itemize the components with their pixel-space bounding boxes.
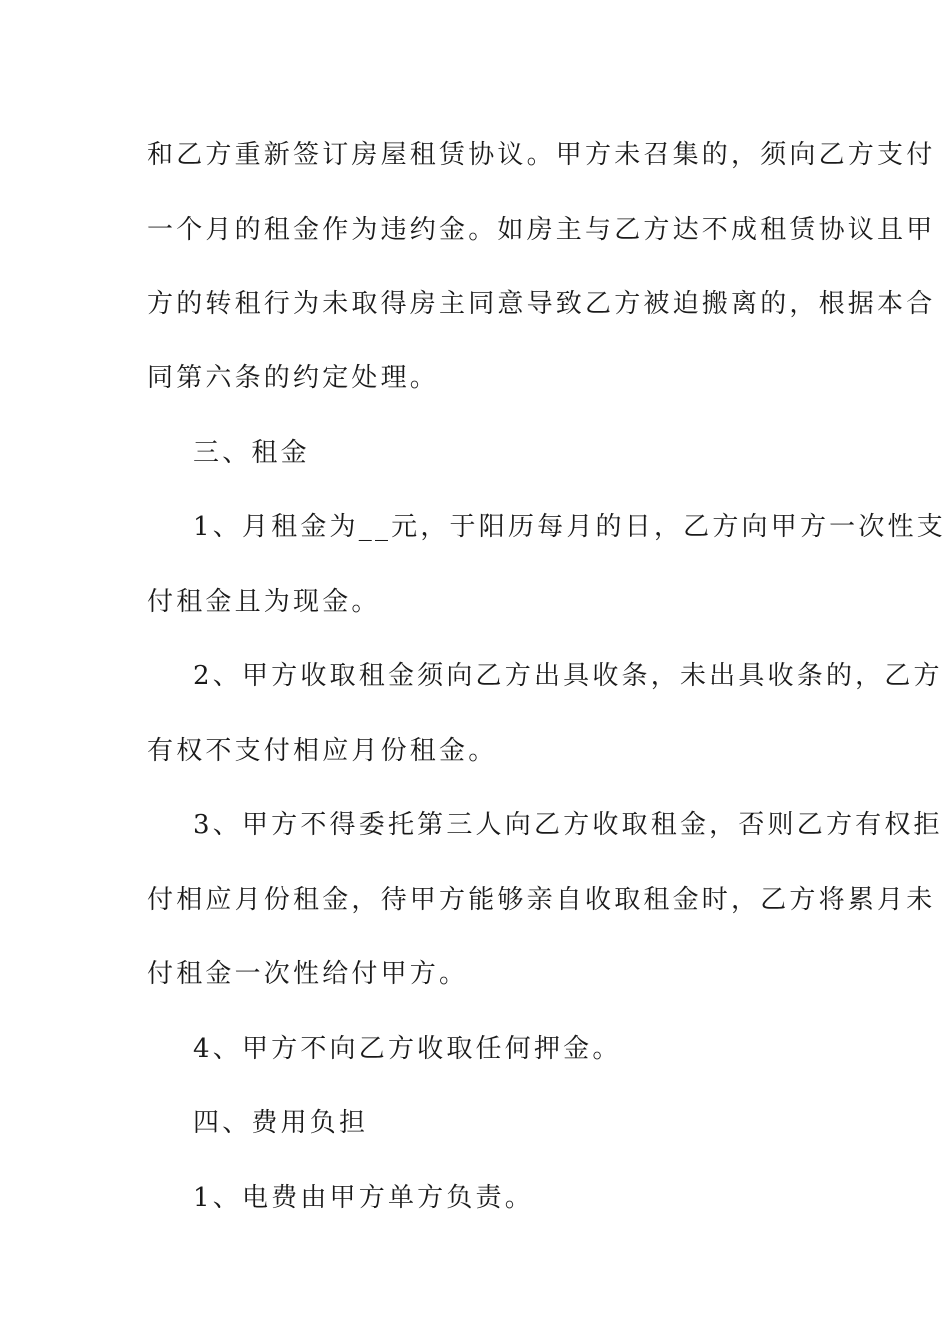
section-heading-fees: 四、费用负担 [193,1108,369,1138]
paragraph-line: 和乙方重新签订房屋租赁协议。甲方未召集的，须向乙方支付 [147,140,936,170]
paragraph-line: 付相应月份租金，待甲方能够亲自收取租金时，乙方将累月未 [147,885,936,915]
section-heading-rent: 三、租金 [193,438,310,468]
paragraph-line: 付租金一次性给付甲方。 [147,959,469,989]
paragraph-line: 方的转租行为未取得房主同意导致乙方被迫搬离的，根据本合 [147,289,936,319]
paragraph-line: 一个月的租金作为违约金。如房主与乙方达不成租赁协议且甲 [147,215,936,245]
paragraph-line: 有权不支付相应月份租金。 [147,736,498,766]
paragraph-line: 3、甲方不得委托第三人向乙方收取租金，否则乙方有权拒 [193,810,943,840]
paragraph-line: 付租金且为现金。 [147,587,381,617]
paragraph-line: 1、电费由甲方单方负责。 [193,1183,534,1213]
paragraph-line: 1、月租金为__元，于阳历每月的日，乙方向甲方一次性支 [193,512,946,542]
paragraph-line: 2、甲方收取租金须向乙方出具收条，未出具收条的，乙方 [193,661,943,691]
paragraph-line: 4、甲方不向乙方收取任何押金。 [193,1034,622,1064]
paragraph-line: 同第六条的约定处理。 [147,363,440,393]
